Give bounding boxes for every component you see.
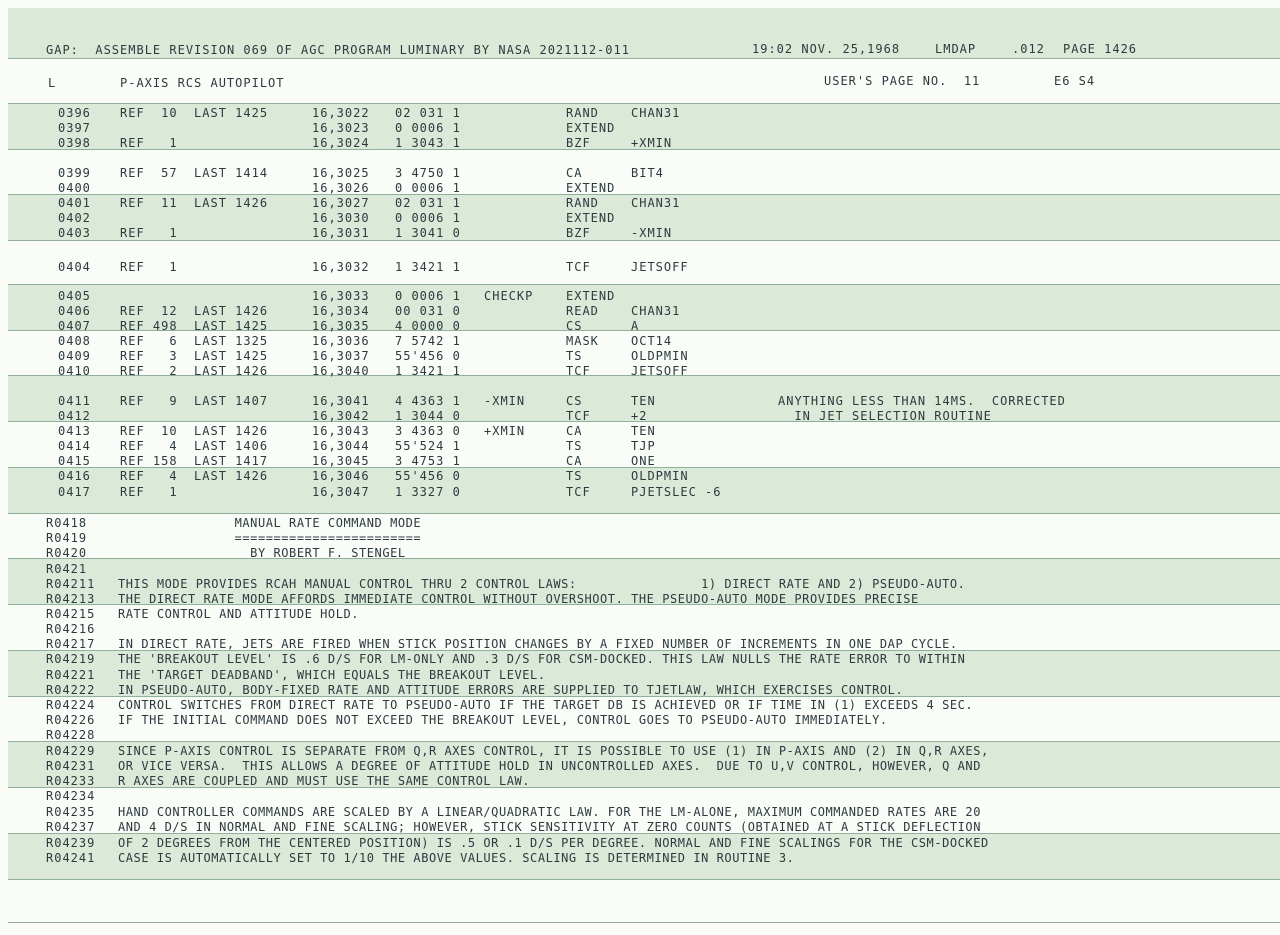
header-assembly-line: GAP: ASSEMBLE REVISION 069 OF AGC PROGRAM LUMINARY BY NASA 2021112-011: [46, 43, 630, 57]
code-operand: JETSOFF: [631, 364, 689, 378]
comment-text: MANUAL RATE COMMAND MODE: [118, 516, 422, 530]
comment-text: THE 'BREAKOUT LEVEL' IS .6 D/S FOR LM-ONLY AND .3 D/S FOR CSM-DOCKED. THIS LAW NULLS THE RATE ERROR TO WITHIN: [118, 652, 966, 666]
code-word: 55'524 1: [395, 439, 461, 453]
paper-rule: [8, 741, 1280, 742]
comment-text: CONTROL SWITCHES FROM DIRECT RATE TO PSEUDO-AUTO IF THE TARGET DB IS ACHIEVED OR IF TIME IN (1) EXCEEDS 4 SEC.: [118, 698, 974, 712]
code-op: READ: [566, 304, 599, 318]
code-op: TS: [566, 439, 583, 453]
code-word: 3 4363 0: [395, 424, 461, 438]
code-addr: 16,3023: [312, 121, 370, 135]
code-addr: 16,3046: [312, 469, 370, 483]
code-ref: REF 57 LAST 1414: [120, 166, 269, 180]
comment-text: THIS MODE PROVIDES RCAH MANUAL CONTROL THRU 2 CONTROL LAWS: 1) DIRECT RATE AND 2) PSEUDO-AUTO.: [118, 577, 966, 591]
code-seq: 0408: [58, 334, 91, 348]
code-addr: 16,3042: [312, 409, 370, 423]
comment-text: OF 2 DEGREES FROM THE CENTERED POSITION) IS .5 OR .1 D/S PER DEGREE. NORMAL AND FINE SCALINGS FOR THE CSM-DOCKED: [118, 836, 989, 850]
code-op: RAND: [566, 196, 599, 210]
code-operand: TEN: [631, 424, 656, 438]
comment-seq: R04226: [46, 713, 96, 727]
code-seq: 0413: [58, 424, 91, 438]
code-op: BZF: [566, 226, 591, 240]
code-seq: 0405: [58, 289, 91, 303]
code-addr: 16,3035: [312, 319, 370, 333]
comment-text: R AXES ARE COUPLED AND MUST USE THE SAME CONTROL LAW.: [118, 774, 531, 788]
code-label: -XMIN: [484, 394, 526, 408]
comment-text: HAND CONTROLLER COMMANDS ARE SCALED BY A LINEAR/QUADRATIC LAW. FOR THE LM-ALONE, MAXIMUM COMMANDED RATES ARE 20: [118, 805, 981, 819]
code-seq: 0406: [58, 304, 91, 318]
code-operand: CHAN31: [631, 106, 681, 120]
code-seq: 0397: [58, 121, 91, 135]
code-op: CS: [566, 394, 583, 408]
header-page-number: PAGE 1426: [1063, 42, 1138, 56]
code-seq: 0412: [58, 409, 91, 423]
comment-seq: R04217: [46, 637, 96, 651]
code-operand: ONE: [631, 454, 656, 468]
paper-rule: [8, 103, 1280, 104]
code-seq: 0411: [58, 394, 91, 408]
code-addr: 16,3032: [312, 260, 370, 274]
code-operand: OCT14: [631, 334, 673, 348]
comment-seq: R04234: [46, 789, 96, 803]
code-op: TCF: [566, 260, 591, 274]
code-ref: REF 11 LAST 1426: [120, 196, 269, 210]
comment-seq: R04229: [46, 744, 96, 758]
code-ref: REF 10 LAST 1426: [120, 424, 269, 438]
comment-seq: R04237: [46, 820, 96, 834]
code-seq: 0403: [58, 226, 91, 240]
comment-text: CASE IS AUTOMATICALLY SET TO 1/10 THE ABOVE VALUES. SCALING IS DETERMINED IN ROUTINE 3.: [118, 851, 795, 865]
code-operand: PJETSLEC -6: [631, 485, 722, 499]
paper-rule: [8, 922, 1280, 923]
code-op: TS: [566, 469, 583, 483]
code-op: EXTEND: [566, 289, 616, 303]
code-op: EXTEND: [566, 121, 616, 135]
code-ref: REF 1: [120, 136, 178, 150]
comment-text: AND 4 D/S IN NORMAL AND FINE SCALING; HOWEVER, STICK SENSITIVITY AT ZERO COUNTS (OBTAINED AT A STICK DEFLECTION: [118, 820, 981, 834]
code-label: +XMIN: [484, 424, 526, 438]
code-addr: 16,3030: [312, 211, 370, 225]
code-addr: 16,3031: [312, 226, 370, 240]
paper-rule: [8, 513, 1280, 514]
comment-seq: R0421: [46, 562, 88, 576]
code-operand: +2: [631, 409, 648, 423]
comment-seq: R0420: [46, 546, 88, 560]
code-word: 02 031 1: [395, 196, 461, 210]
code-ref: REF 1: [120, 226, 178, 240]
code-ref: REF 4 LAST 1426: [120, 469, 269, 483]
code-word: 1 3421 1: [395, 364, 461, 378]
comment-text: IN PSEUDO-AUTO, BODY-FIXED RATE AND ATTITUDE ERRORS ARE SUPPLIED TO TJETLAW, WHICH EXERCISES CONTROL.: [118, 683, 904, 697]
code-seq: 0399: [58, 166, 91, 180]
code-word: 4 0000 0: [395, 319, 461, 333]
code-seq: 0396: [58, 106, 91, 120]
code-operand: +XMIN: [631, 136, 673, 150]
code-addr: 16,3043: [312, 424, 370, 438]
code-operand: -XMIN: [631, 226, 673, 240]
comment-seq: R04233: [46, 774, 96, 788]
comment-seq: R04219: [46, 652, 96, 666]
code-word: 3 4753 1: [395, 454, 461, 468]
comment-text: SINCE P-AXIS CONTROL IS SEPARATE FROM Q,R AXES CONTROL, IT IS POSSIBLE TO USE (1) IN P-AXIS AND (2) IN Q,R AXES,: [118, 744, 989, 758]
code-seq: 0400: [58, 181, 91, 195]
code-word: 0 0006 1: [395, 211, 461, 225]
code-operand: TJP: [631, 439, 656, 453]
code-ref: REF 1: [120, 485, 178, 499]
code-word: 55'456 0: [395, 349, 461, 363]
code-ref: REF 12 LAST 1426: [120, 304, 269, 318]
code-ref: REF 158 LAST 1417: [120, 454, 269, 468]
code-op: CA: [566, 454, 583, 468]
comment-text: OR VICE VERSA. THIS ALLOWS A DEGREE OF ATTITUDE HOLD IN UNCONTROLLED AXES. DUE TO U,V CONTROL, HOWEVER, Q AND: [118, 759, 981, 773]
code-seq: 0404: [58, 260, 91, 274]
code-addr: 16,3027: [312, 196, 370, 210]
code-ref: REF 3 LAST 1425: [120, 349, 269, 363]
code-op: CS: [566, 319, 583, 333]
code-op: TCF: [566, 409, 591, 423]
code-operand: TEN: [631, 394, 656, 408]
code-operand: A: [631, 319, 640, 333]
code-addr: 16,3037: [312, 349, 370, 363]
code-addr: 16,3022: [312, 106, 370, 120]
code-operand: CHAN31: [631, 196, 681, 210]
paper-rule: [8, 879, 1280, 880]
code-comment: IN JET SELECTION ROUTINE: [778, 409, 992, 423]
header-program: LMDAP: [935, 42, 977, 56]
code-seq: 0417: [58, 485, 91, 499]
code-word: 00 031 0: [395, 304, 461, 318]
code-op: BZF: [566, 136, 591, 150]
header-mark: L: [48, 76, 57, 90]
code-seq: 0398: [58, 136, 91, 150]
code-seq: 0414: [58, 439, 91, 453]
code-word: 1 3327 0: [395, 485, 461, 499]
code-op: TCF: [566, 364, 591, 378]
comment-text: IN DIRECT RATE, JETS ARE FIRED WHEN STICK POSITION CHANGES BY A FIXED NUMBER OF INCREMENTS IN ONE DAP CYCLE.: [118, 637, 958, 651]
code-addr: 16,3047: [312, 485, 370, 499]
comment-text: RATE CONTROL AND ATTITUDE HOLD.: [118, 607, 360, 621]
comment-text: IF THE INITIAL COMMAND DOES NOT EXCEED THE BREAKOUT LEVEL, CONTROL GOES TO PSEUDO-AUTO IMMEDIATELY.: [118, 713, 888, 727]
code-operand: BIT4: [631, 166, 664, 180]
header-code: E6 S4: [1054, 74, 1096, 88]
paper-rule: [8, 240, 1280, 241]
comment-seq: R04235: [46, 805, 96, 819]
paper-rule: [8, 58, 1280, 59]
code-addr: 16,3036: [312, 334, 370, 348]
comment-seq: R04239: [46, 836, 96, 850]
code-word: 7 5742 1: [395, 334, 461, 348]
code-ref: REF 498 LAST 1425: [120, 319, 269, 333]
code-word: 0 0006 1: [395, 121, 461, 135]
code-comment: ANYTHING LESS THAN 14MS. CORRECTED: [778, 394, 1066, 408]
header-timestamp: 19:02 NOV. 25,1968: [752, 42, 901, 56]
code-addr: 16,3044: [312, 439, 370, 453]
comment-seq: R04216: [46, 622, 96, 636]
users-page-number: USER'S PAGE NO. 11: [824, 74, 981, 88]
code-ref: REF 9 LAST 1407: [120, 394, 269, 408]
code-addr: 16,3033: [312, 289, 370, 303]
code-op: MASK: [566, 334, 599, 348]
code-ref: REF 6 LAST 1325: [120, 334, 269, 348]
header-revision: .012: [1012, 42, 1045, 56]
code-seq: 0415: [58, 454, 91, 468]
code-addr: 16,3045: [312, 454, 370, 468]
comment-seq: R04213: [46, 592, 96, 606]
section-title: P-AXIS RCS AUTOPILOT: [120, 76, 285, 90]
comment-seq: R0418: [46, 516, 88, 530]
code-seq: 0407: [58, 319, 91, 333]
code-op: CA: [566, 166, 583, 180]
code-addr: 16,3026: [312, 181, 370, 195]
code-seq: 0409: [58, 349, 91, 363]
code-word: 1 3043 1: [395, 136, 461, 150]
code-seq: 0410: [58, 364, 91, 378]
code-word: 0 0006 1: [395, 181, 461, 195]
paper-rule: [8, 194, 1280, 195]
code-operand: JETSOFF: [631, 260, 689, 274]
comment-seq: R0419: [46, 531, 88, 545]
comment-text: BY ROBERT F. STENGEL: [118, 546, 406, 560]
comment-seq: R04224: [46, 698, 96, 712]
code-addr: 16,3034: [312, 304, 370, 318]
code-word: 4 4363 1: [395, 394, 461, 408]
code-op: RAND: [566, 106, 599, 120]
comment-seq: R04211: [46, 577, 96, 591]
code-seq: 0401: [58, 196, 91, 210]
code-op: EXTEND: [566, 211, 616, 225]
code-word: 1 3044 0: [395, 409, 461, 423]
code-operand: CHAN31: [631, 304, 681, 318]
code-ref: REF 2 LAST 1426: [120, 364, 269, 378]
code-word: 1 3041 0: [395, 226, 461, 240]
code-seq: 0416: [58, 469, 91, 483]
code-addr: 16,3040: [312, 364, 370, 378]
code-addr: 16,3041: [312, 394, 370, 408]
code-seq: 0402: [58, 211, 91, 225]
code-operand: OLDPMIN: [631, 469, 689, 483]
code-ref: REF 10 LAST 1425: [120, 106, 269, 120]
paper-rule: [8, 284, 1280, 285]
comment-seq: R04231: [46, 759, 96, 773]
comment-seq: R04241: [46, 851, 96, 865]
comment-text: THE 'TARGET DEADBAND', WHICH EQUALS THE BREAKOUT LEVEL.: [118, 668, 546, 682]
code-label: CHECKP: [484, 289, 534, 303]
code-word: 02 031 1: [395, 106, 461, 120]
code-word: 55'456 0: [395, 469, 461, 483]
code-addr: 16,3024: [312, 136, 370, 150]
code-op: EXTEND: [566, 181, 616, 195]
code-word: 1 3421 1: [395, 260, 461, 274]
code-word: 3 4750 1: [395, 166, 461, 180]
comment-seq: R04215: [46, 607, 96, 621]
code-op: TCF: [566, 485, 591, 499]
comment-seq: R04222: [46, 683, 96, 697]
code-operand: OLDPMIN: [631, 349, 689, 363]
code-addr: 16,3025: [312, 166, 370, 180]
code-op: TS: [566, 349, 583, 363]
comment-text: ========================: [118, 531, 422, 545]
code-ref: REF 4 LAST 1406: [120, 439, 269, 453]
comment-seq: R04221: [46, 668, 96, 682]
code-ref: REF 1: [120, 260, 178, 274]
comment-text: THE DIRECT RATE MODE AFFORDS IMMEDIATE CONTROL WITHOUT OVERSHOOT. THE PSEUDO-AUTO MODE PROVIDES PRECISE: [118, 592, 919, 606]
code-word: 0 0006 1: [395, 289, 461, 303]
comment-seq: R04228: [46, 728, 96, 742]
code-op: CA: [566, 424, 583, 438]
